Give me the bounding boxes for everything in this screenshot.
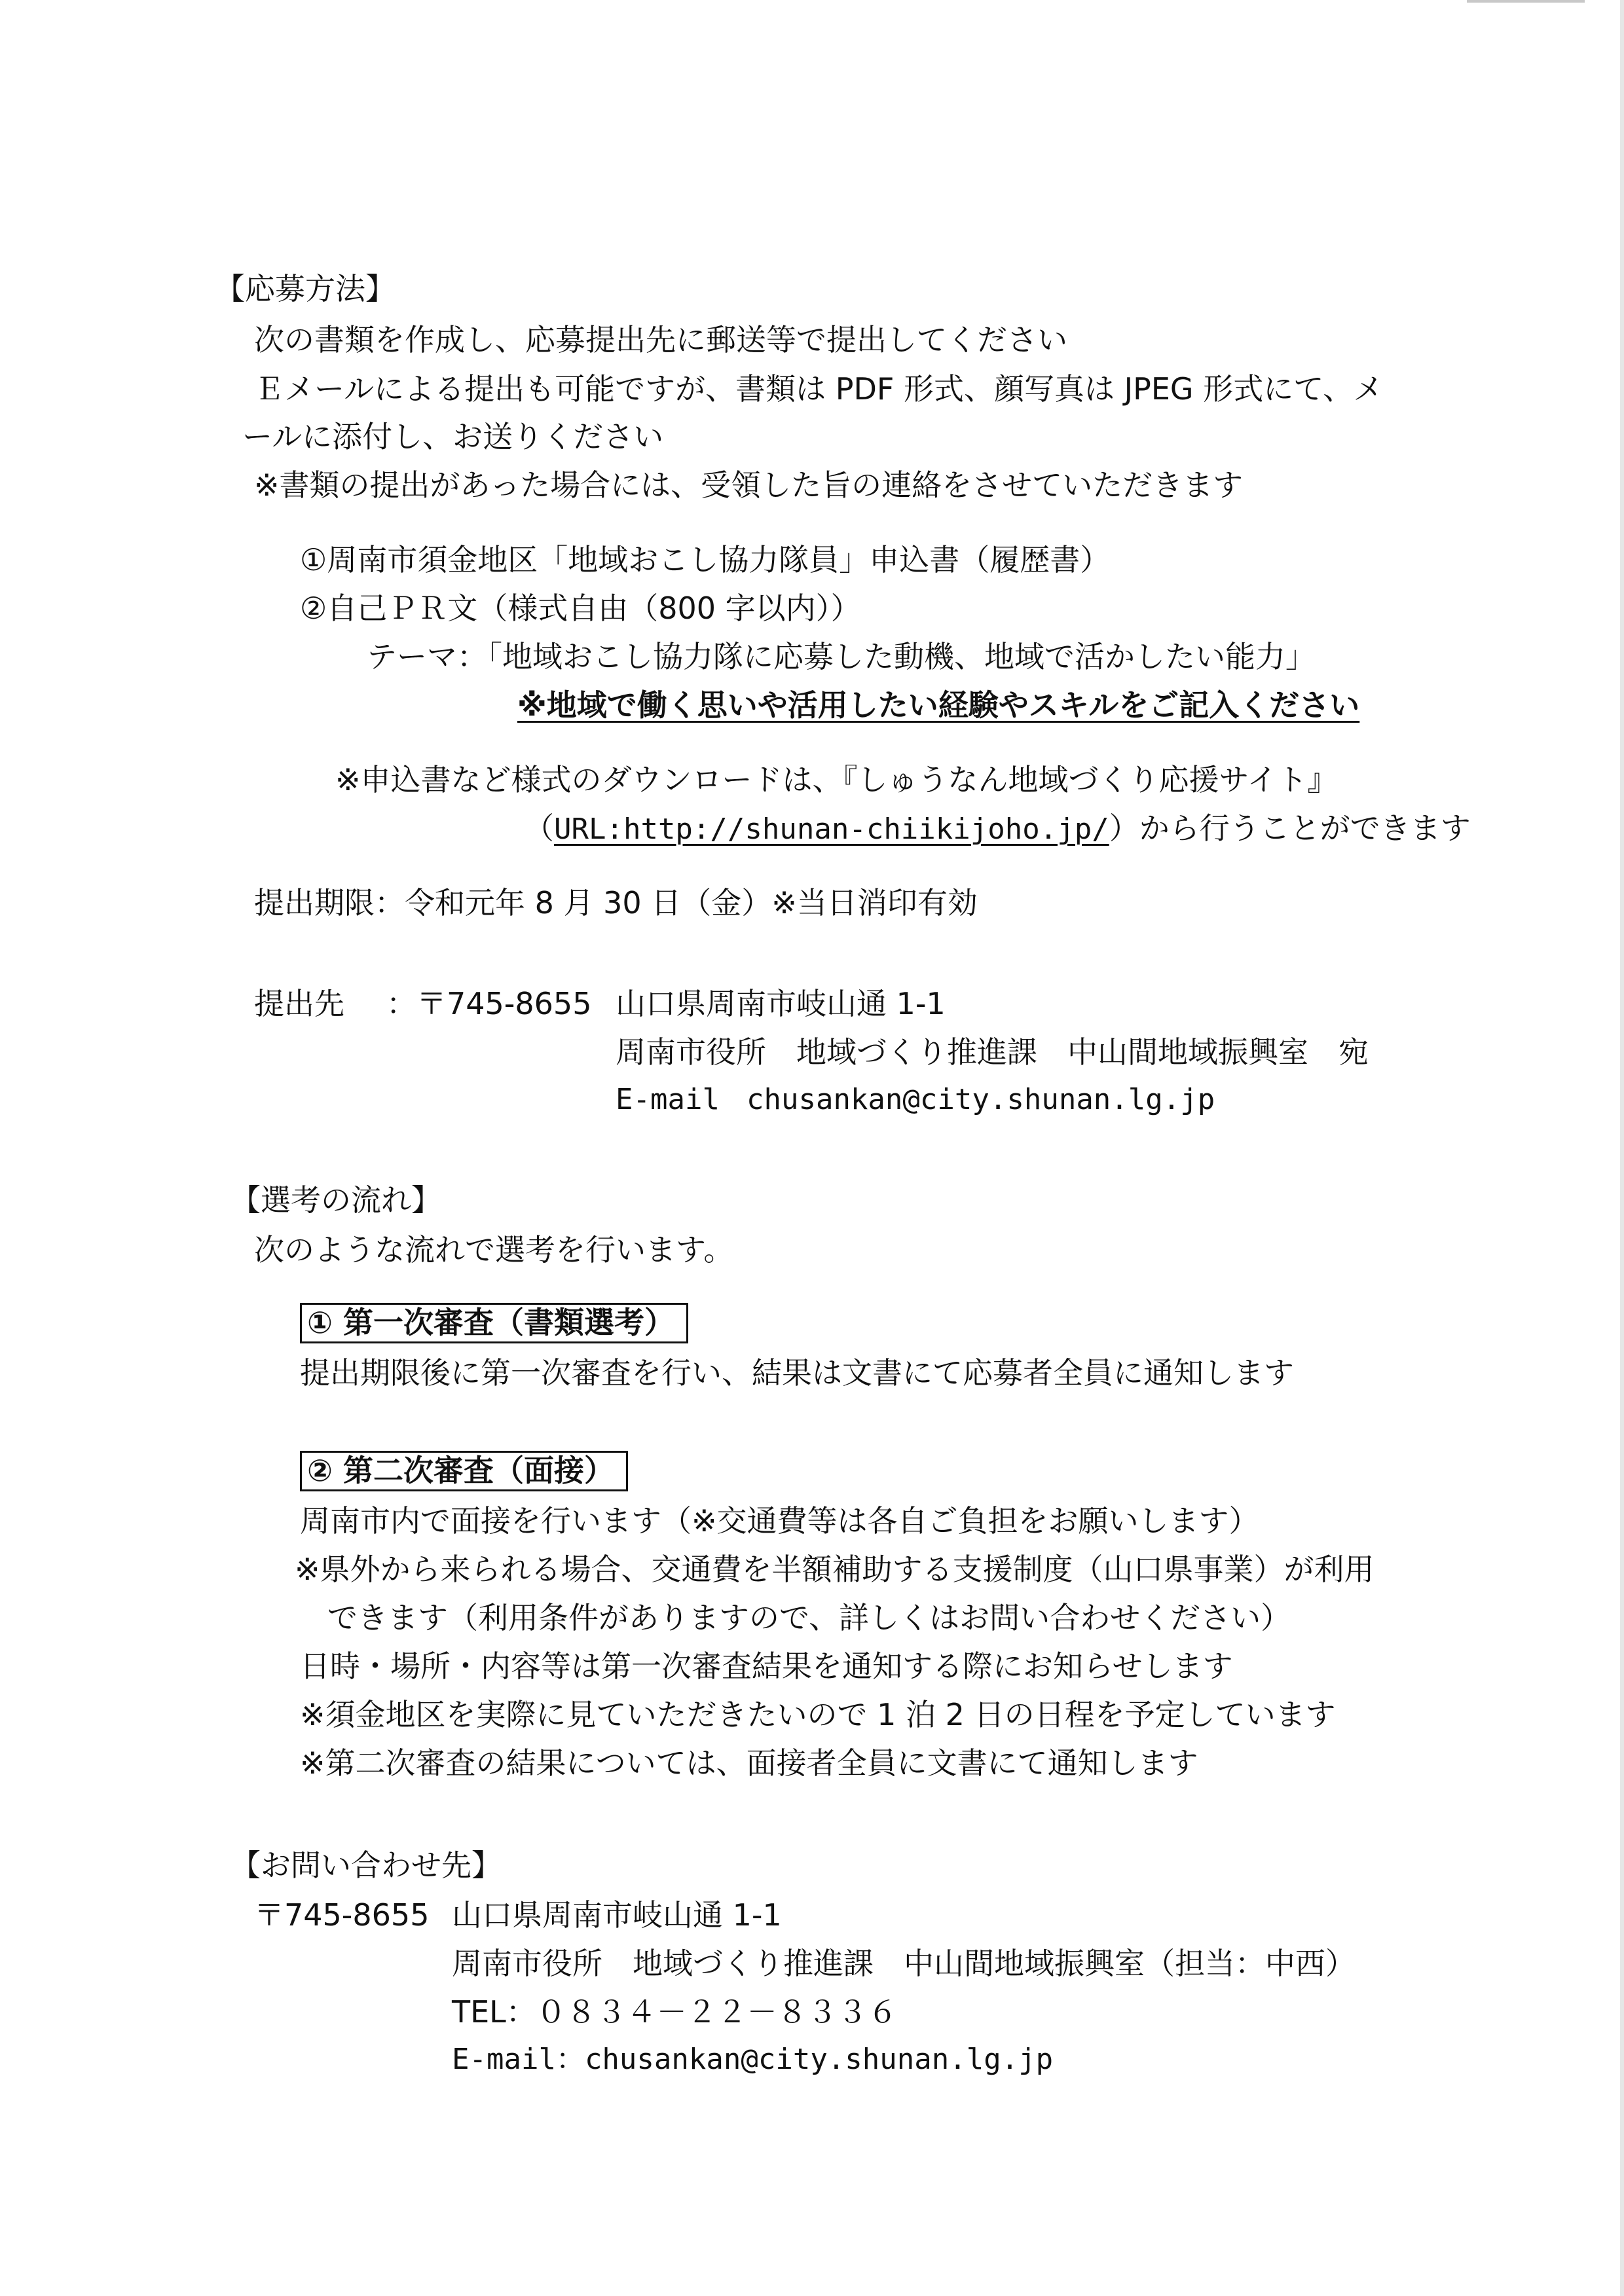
application-heading: 【応募方法】 bbox=[215, 271, 396, 306]
second-review-line-6: ※第二次審査の結果については、面接者全員に文書にて通知します bbox=[300, 1745, 1198, 1781]
download-url-rest: ）から行うことができます bbox=[1109, 811, 1471, 846]
download-url-paren: （ bbox=[524, 811, 554, 846]
selection-heading: 【選考の流れ】 bbox=[231, 1182, 441, 1218]
submit-to-address: 山口県周南市岐山通 1-1 bbox=[616, 986, 946, 1021]
contact-tel: TEL：０８３４－２２－８３３６ bbox=[452, 1994, 898, 2030]
contact-postal: 〒745-8655 bbox=[254, 1897, 430, 1933]
download-note: ※申込書など様式のダウンロードは、『しゅうなん地域づくり応援サイト』 bbox=[335, 762, 1338, 797]
theme-note: ※地域で働く思いや活用したい経験やスキルをご記入ください bbox=[517, 687, 1360, 723]
first-review-title: ① 第一次審査（書類選考） bbox=[300, 1303, 688, 1343]
application-intro-line-2: Ｅメールによる提出も可能ですが、書類は PDF 形式、顔写真は JPEG 形式にて、メ bbox=[254, 371, 1384, 407]
contact-address: 山口県周南市岐山通 1-1 bbox=[452, 1897, 782, 1933]
second-review-line-4: 日時・場所・内容等は第一次審査結果を通知する際にお知らせします bbox=[300, 1649, 1233, 1684]
scan-edge-mark bbox=[1467, 0, 1585, 3]
selection-intro: 次のような流れで選考を行います。 bbox=[254, 1232, 734, 1267]
submit-to-office: 周南市役所 地域づくり推進課 中山間地域振興室 宛 bbox=[616, 1034, 1369, 1070]
submit-to-postal: ：〒745-8655 bbox=[386, 986, 592, 1021]
submit-email[interactable]: chusankan@city.shunan.lg.jp bbox=[747, 1083, 1215, 1116]
application-intro-line-4: ※書類の提出があった場合には、受領した旨の連絡をさせていただきます bbox=[254, 467, 1244, 503]
download-url-line bbox=[524, 813, 1471, 844]
document-item-2: ②自己ＰＲ文（様式自由（800 字以内）） bbox=[300, 591, 861, 626]
application-intro-line-1: 次の書類を作成し、応募提出先に郵送等で提出してください bbox=[254, 322, 1067, 357]
second-review-title: ② 第二次審査（面接） bbox=[300, 1451, 628, 1491]
second-review-line-1: 周南市内で面接を行います（※交通費等は各自ご負担をお願いします） bbox=[300, 1503, 1259, 1539]
scan-right-edge bbox=[1620, 0, 1624, 2296]
first-review-text: 提出期限後に第一次審査を行い、結果は文書にて応募者全員に通知します bbox=[300, 1355, 1294, 1391]
contact-heading: 【お問い合わせ先】 bbox=[231, 1848, 502, 1883]
second-review-line-2: ※県外から来られる場合、交通費を半額補助する支援制度（山口県事業）が利用 bbox=[295, 1552, 1375, 1587]
theme-text: テーマ：「地域おこし協力隊に応募した動機、地域で活かしたい能力」 bbox=[367, 639, 1316, 674]
download-url-link[interactable]: URL:http://shunan-chiikijoho.jp/ bbox=[554, 812, 1109, 846]
deadline-text: 提出期限：令和元年 8 月 30 日（金）※当日消印有効 bbox=[254, 885, 978, 920]
second-review-line-5: ※須金地区を実際に見ていただきたいので 1 泊 2 日の日程を予定しています bbox=[300, 1697, 1336, 1732]
contact-email[interactable]: E-mail：chusankan@city.shunan.lg.jp bbox=[452, 2043, 1054, 2076]
submit-email-label: E-mail bbox=[616, 1083, 720, 1116]
application-intro-line-3: ールに添付し、お送りください bbox=[242, 419, 664, 454]
second-review-line-3: できます（利用条件がありますので、詳しくはお問い合わせください） bbox=[327, 1600, 1291, 1635]
document-item-1: ①周南市須金地区「地域おこし協力隊員」申込書（履歴書） bbox=[300, 542, 1111, 577]
contact-office: 周南市役所 地域づくり推進課 中山間地域振興室（担当：中西） bbox=[452, 1946, 1356, 1981]
submit-to-label: 提出先 bbox=[254, 986, 344, 1021]
